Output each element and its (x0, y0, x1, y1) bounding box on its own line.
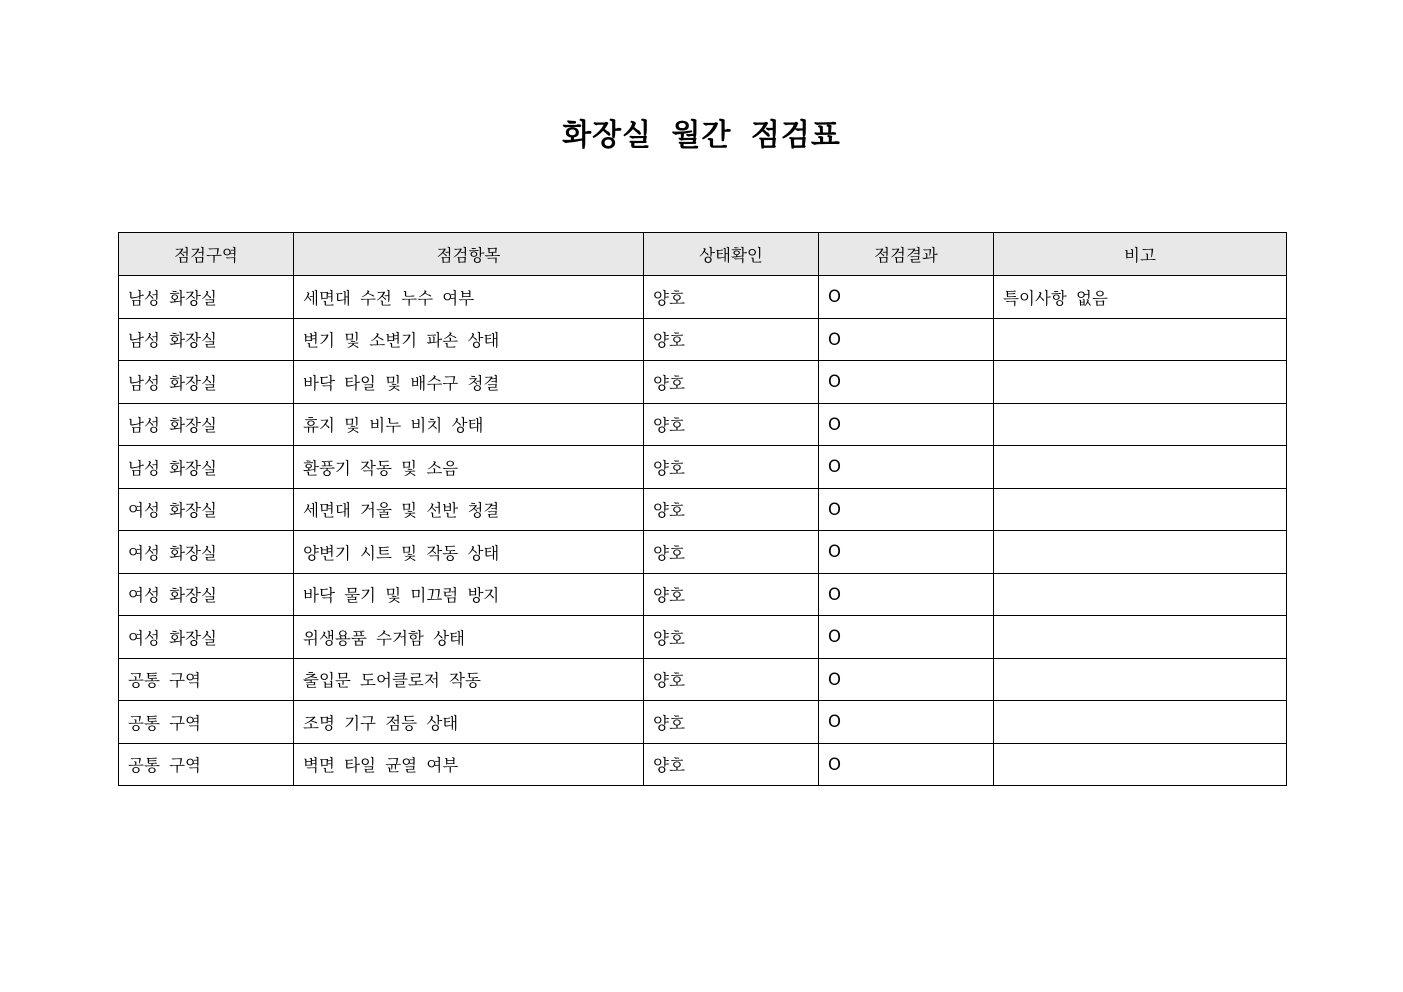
cell-area: 공통 구역 (119, 658, 294, 701)
cell-item: 환풍기 작동 및 소음 (294, 446, 644, 489)
cell-area: 공통 구역 (119, 743, 294, 786)
cell-status: 양호 (644, 658, 819, 701)
cell-item: 휴지 및 비누 비치 상태 (294, 403, 644, 446)
cell-status: 양호 (644, 573, 819, 616)
cell-result: O (819, 616, 994, 659)
cell-area: 남성 화장실 (119, 446, 294, 489)
cell-status: 양호 (644, 403, 819, 446)
cell-note (994, 573, 1287, 616)
cell-status: 양호 (644, 488, 819, 531)
table-row (119, 318, 1287, 361)
table-row (119, 658, 1287, 701)
table-row (119, 531, 1287, 574)
cell-area: 여성 화장실 (119, 488, 294, 531)
cell-note (994, 616, 1287, 659)
cell-note: 특이사항 없음 (994, 276, 1287, 319)
cell-result: O (819, 276, 994, 319)
table-row (119, 616, 1287, 659)
cell-note (994, 701, 1287, 744)
cell-item: 양변기 시트 및 작동 상태 (294, 531, 644, 574)
cell-note (994, 743, 1287, 786)
table-row (119, 488, 1287, 531)
header-result: 점검결과 (819, 233, 994, 276)
cell-note (994, 318, 1287, 361)
cell-area: 남성 화장실 (119, 318, 294, 361)
cell-result: O (819, 361, 994, 404)
header-status: 상태확인 (644, 233, 819, 276)
table-row (119, 446, 1287, 489)
cell-item: 조명 기구 점등 상태 (294, 701, 644, 744)
cell-item: 위생용품 수거함 상태 (294, 616, 644, 659)
cell-area: 여성 화장실 (119, 531, 294, 574)
cell-note (994, 403, 1287, 446)
cell-result: O (819, 446, 994, 489)
table-row (119, 361, 1287, 404)
cell-note (994, 658, 1287, 701)
cell-status: 양호 (644, 318, 819, 361)
cell-status: 양호 (644, 531, 819, 574)
cell-item: 벽면 타일 균열 여부 (294, 743, 644, 786)
cell-area: 공통 구역 (119, 701, 294, 744)
cell-status: 양호 (644, 361, 819, 404)
inspection-table (118, 232, 1287, 786)
table-row (119, 743, 1287, 786)
cell-status: 양호 (644, 701, 819, 744)
table-row (119, 276, 1287, 319)
table-body (119, 276, 1287, 786)
cell-note (994, 446, 1287, 489)
cell-result: O (819, 488, 994, 531)
cell-item: 출입문 도어클로저 작동 (294, 658, 644, 701)
header-row (119, 233, 1287, 276)
cell-item: 세면대 거울 및 선반 청결 (294, 488, 644, 531)
cell-status: 양호 (644, 276, 819, 319)
inspection-table-container (118, 232, 1286, 786)
cell-area: 남성 화장실 (119, 276, 294, 319)
cell-area: 남성 화장실 (119, 403, 294, 446)
table-row (119, 403, 1287, 446)
cell-note (994, 361, 1287, 404)
cell-status: 양호 (644, 743, 819, 786)
cell-result: O (819, 318, 994, 361)
cell-result: O (819, 658, 994, 701)
cell-status: 양호 (644, 446, 819, 489)
cell-note (994, 531, 1287, 574)
cell-result: O (819, 573, 994, 616)
cell-area: 여성 화장실 (119, 616, 294, 659)
cell-result: O (819, 701, 994, 744)
cell-item: 바닥 물기 및 미끄럼 방지 (294, 573, 644, 616)
cell-result: O (819, 531, 994, 574)
cell-area: 여성 화장실 (119, 573, 294, 616)
header-note: 비고 (994, 233, 1287, 276)
cell-note (994, 488, 1287, 531)
cell-item: 세면대 수전 누수 여부 (294, 276, 644, 319)
table-header (119, 233, 1287, 276)
header-item: 점검항목 (294, 233, 644, 276)
cell-area: 남성 화장실 (119, 361, 294, 404)
table-row (119, 573, 1287, 616)
cell-status: 양호 (644, 616, 819, 659)
cell-result: O (819, 743, 994, 786)
document-title: 화장실 월간 점검표 (562, 118, 841, 153)
table-row (119, 701, 1287, 744)
cell-item: 바닥 타일 및 배수구 청결 (294, 361, 644, 404)
cell-result: O (819, 403, 994, 446)
cell-item: 변기 및 소변기 파손 상태 (294, 318, 644, 361)
header-area: 점검구역 (119, 233, 294, 276)
